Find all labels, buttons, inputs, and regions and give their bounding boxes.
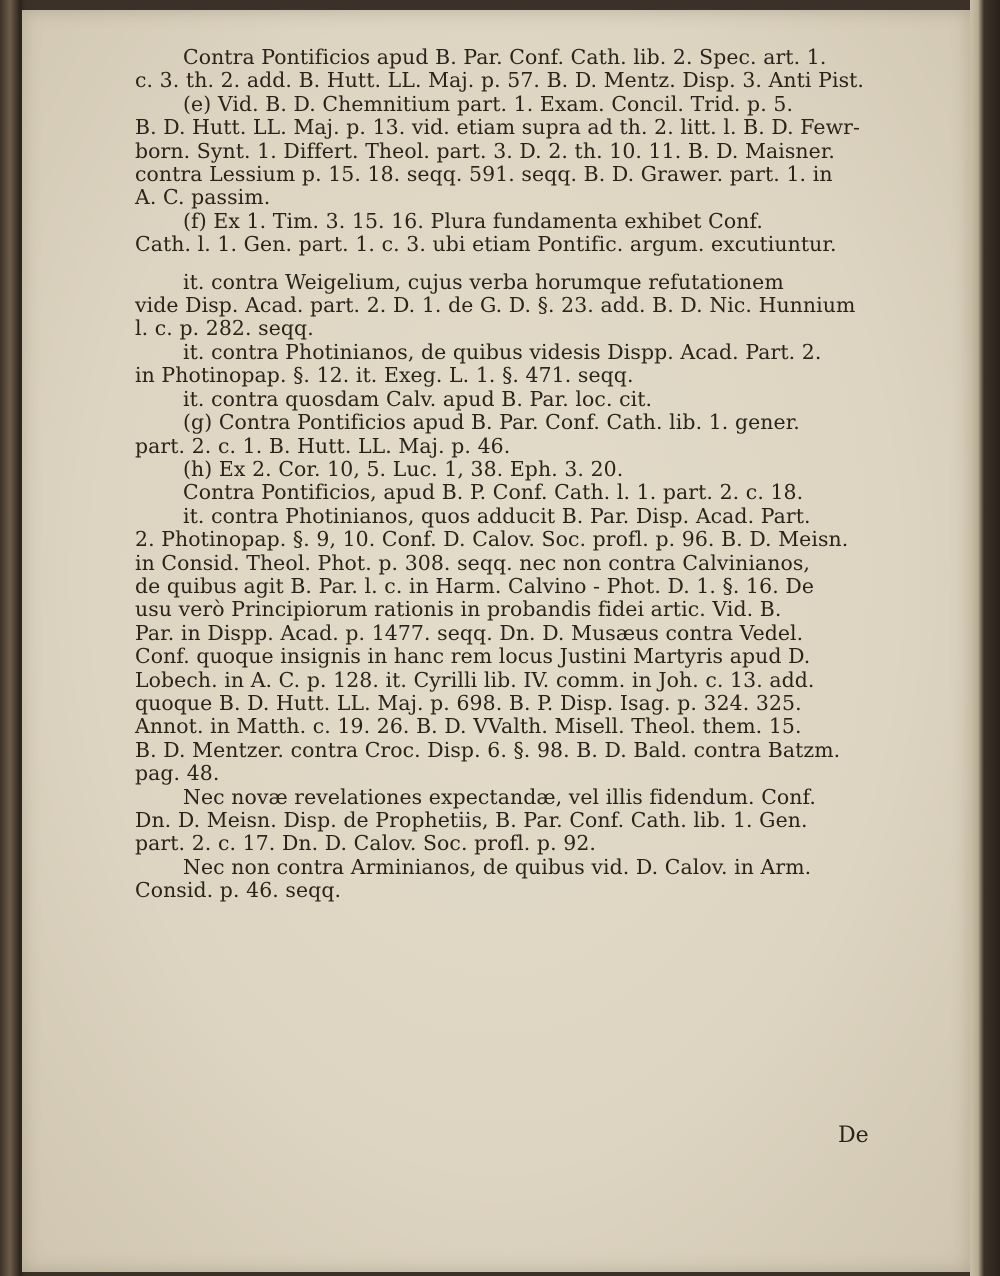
- page-text-block: [135, 46, 895, 903]
- text-line: B. D. Hutt. LL. Maj. p. 13. vid. etiam supra ad th. 2. litt. l. B. D. Fewr-: [135, 115, 860, 140]
- text-line: (h) Ex 2. Cor. 10, 5. Luc. 1, 38. Eph. 3. 20.: [183, 456, 624, 481]
- text-line: Contra Pontificios apud B. Par. Conf. Cath. lib. 2. Spec. art. 1.: [183, 45, 827, 69]
- text-line: 2. Photinopap. §. 9, 10. Conf. D. Calov. Soc. profl. p. 96. B. D. Meisn.: [135, 527, 849, 552]
- text-line: de quibus agit B. Par. l. c. in Harm. Calvino - Phot. D. 1. §. 16. De: [135, 573, 814, 598]
- text-line: it. contra quosdam Calv. apud B. Par. loc. cit.: [183, 386, 653, 411]
- text-line: it. contra Photinianos, de quibus videsis Dispp. Acad. Part. 2.: [183, 339, 822, 364]
- text-line: Nec non contra Arminianos, de quibus vid. D. Calov. in Arm.: [183, 854, 812, 879]
- paragraph-gap: [135, 257, 895, 271]
- text-line: contra Lessium p. 15. 18. seqq. 591. seqq. B. D. Grawer. part. 1. in: [135, 162, 833, 187]
- text-line: l. c. p. 282. seqq.: [135, 316, 314, 341]
- text-line: Contra Pontificios, apud B. P. Conf. Cath. l. 1. part. 2. c. 18.: [183, 480, 804, 505]
- text-line: Dn. D. Meisn. Disp. de Prophetiis, B. Par. Conf. Cath. lib. 1. Gen.: [135, 808, 808, 832]
- text-line: A. C. passim.: [135, 185, 271, 210]
- text-line: Cath. l. 1. Gen. part. 1. c. 3. ubi etiam Pontific. argum. excutiuntur.: [135, 232, 837, 257]
- text-line: (f) Ex 1. Tim. 3. 15. 16. Plura fundamenta exhibet Conf.: [183, 208, 763, 233]
- text-line: usu verò Principiorum rationis in probandis fidei artic. Vid. B.: [135, 597, 782, 622]
- text-line: vide Disp. Acad. part. 2. D. 1. de G. D. §. 23. add. B. D. Nic. Hunnium: [135, 293, 856, 318]
- page-edge: [970, 0, 1000, 1276]
- text-line: pag. 48.: [135, 761, 220, 786]
- text-line: c. 3. th. 2. add. B. Hutt. LL. Maj. p. 57. B. D. Mentz. Disp. 3. Anti Pist.: [135, 68, 865, 93]
- text-line: it. contra Photinianos, quos adducit B. Par. Disp. Acad. Part.: [183, 503, 811, 528]
- text-line: Nec novæ revelationes expectandæ, vel illis fidendum. Conf.: [183, 784, 817, 809]
- text-line: Par. in Dispp. Acad. p. 1477. seqq. Dn. D. Musæus contra Vedel.: [135, 620, 804, 645]
- text-line: in Photinopap. §. 12. it. Exeg. L. 1. §. 471. seqq.: [135, 363, 634, 388]
- text-line: quoque B. D. Hutt. LL. Maj. p. 698. B. P. Disp. Isag. p. 324. 325.: [135, 690, 802, 715]
- catchword: De: [838, 1123, 869, 1148]
- text-line: part. 2. c. 17. Dn. D. Calov. Soc. profl. p. 92.: [135, 831, 596, 856]
- text-line: it. contra Weigelium, cujus verba horumque refutationem: [183, 269, 784, 294]
- text-line: part. 2. c. 1. B. Hutt. LL. Maj. p. 46.: [135, 433, 511, 458]
- text-line: B. D. Mentzer. contra Croc. Disp. 6. §. 98. B. D. Bald. contra Batzm.: [135, 737, 841, 762]
- text-line: born. Synt. 1. Differt. Theol. part. 3. D. 2. th. 10. 11. B. D. Maisner.: [135, 138, 836, 163]
- text-line: Lobech. in A. C. p. 128. it. Cyrilli lib. IV. comm. in Joh. c. 13. add.: [135, 667, 815, 692]
- text-line: (g) Contra Pontificios apud B. Par. Conf. Cath. lib. 1. gener.: [183, 410, 800, 435]
- text-line: Annot. in Matth. c. 19. 26. B. D. VValth. Misell. Theol. them. 15.: [135, 714, 802, 739]
- text-line: Conf. quoque insignis in hanc rem locus Justini Martyris apud D.: [135, 644, 811, 669]
- text-line: Consid. p. 46. seqq.: [135, 878, 342, 903]
- text-line: in Consid. Theol. Phot. p. 308. seqq. nec non contra Calvinianos,: [135, 550, 811, 575]
- text-line: (e) Vid. B. D. Chemnitium part. 1. Exam. Concil. Trid. p. 5.: [183, 91, 794, 116]
